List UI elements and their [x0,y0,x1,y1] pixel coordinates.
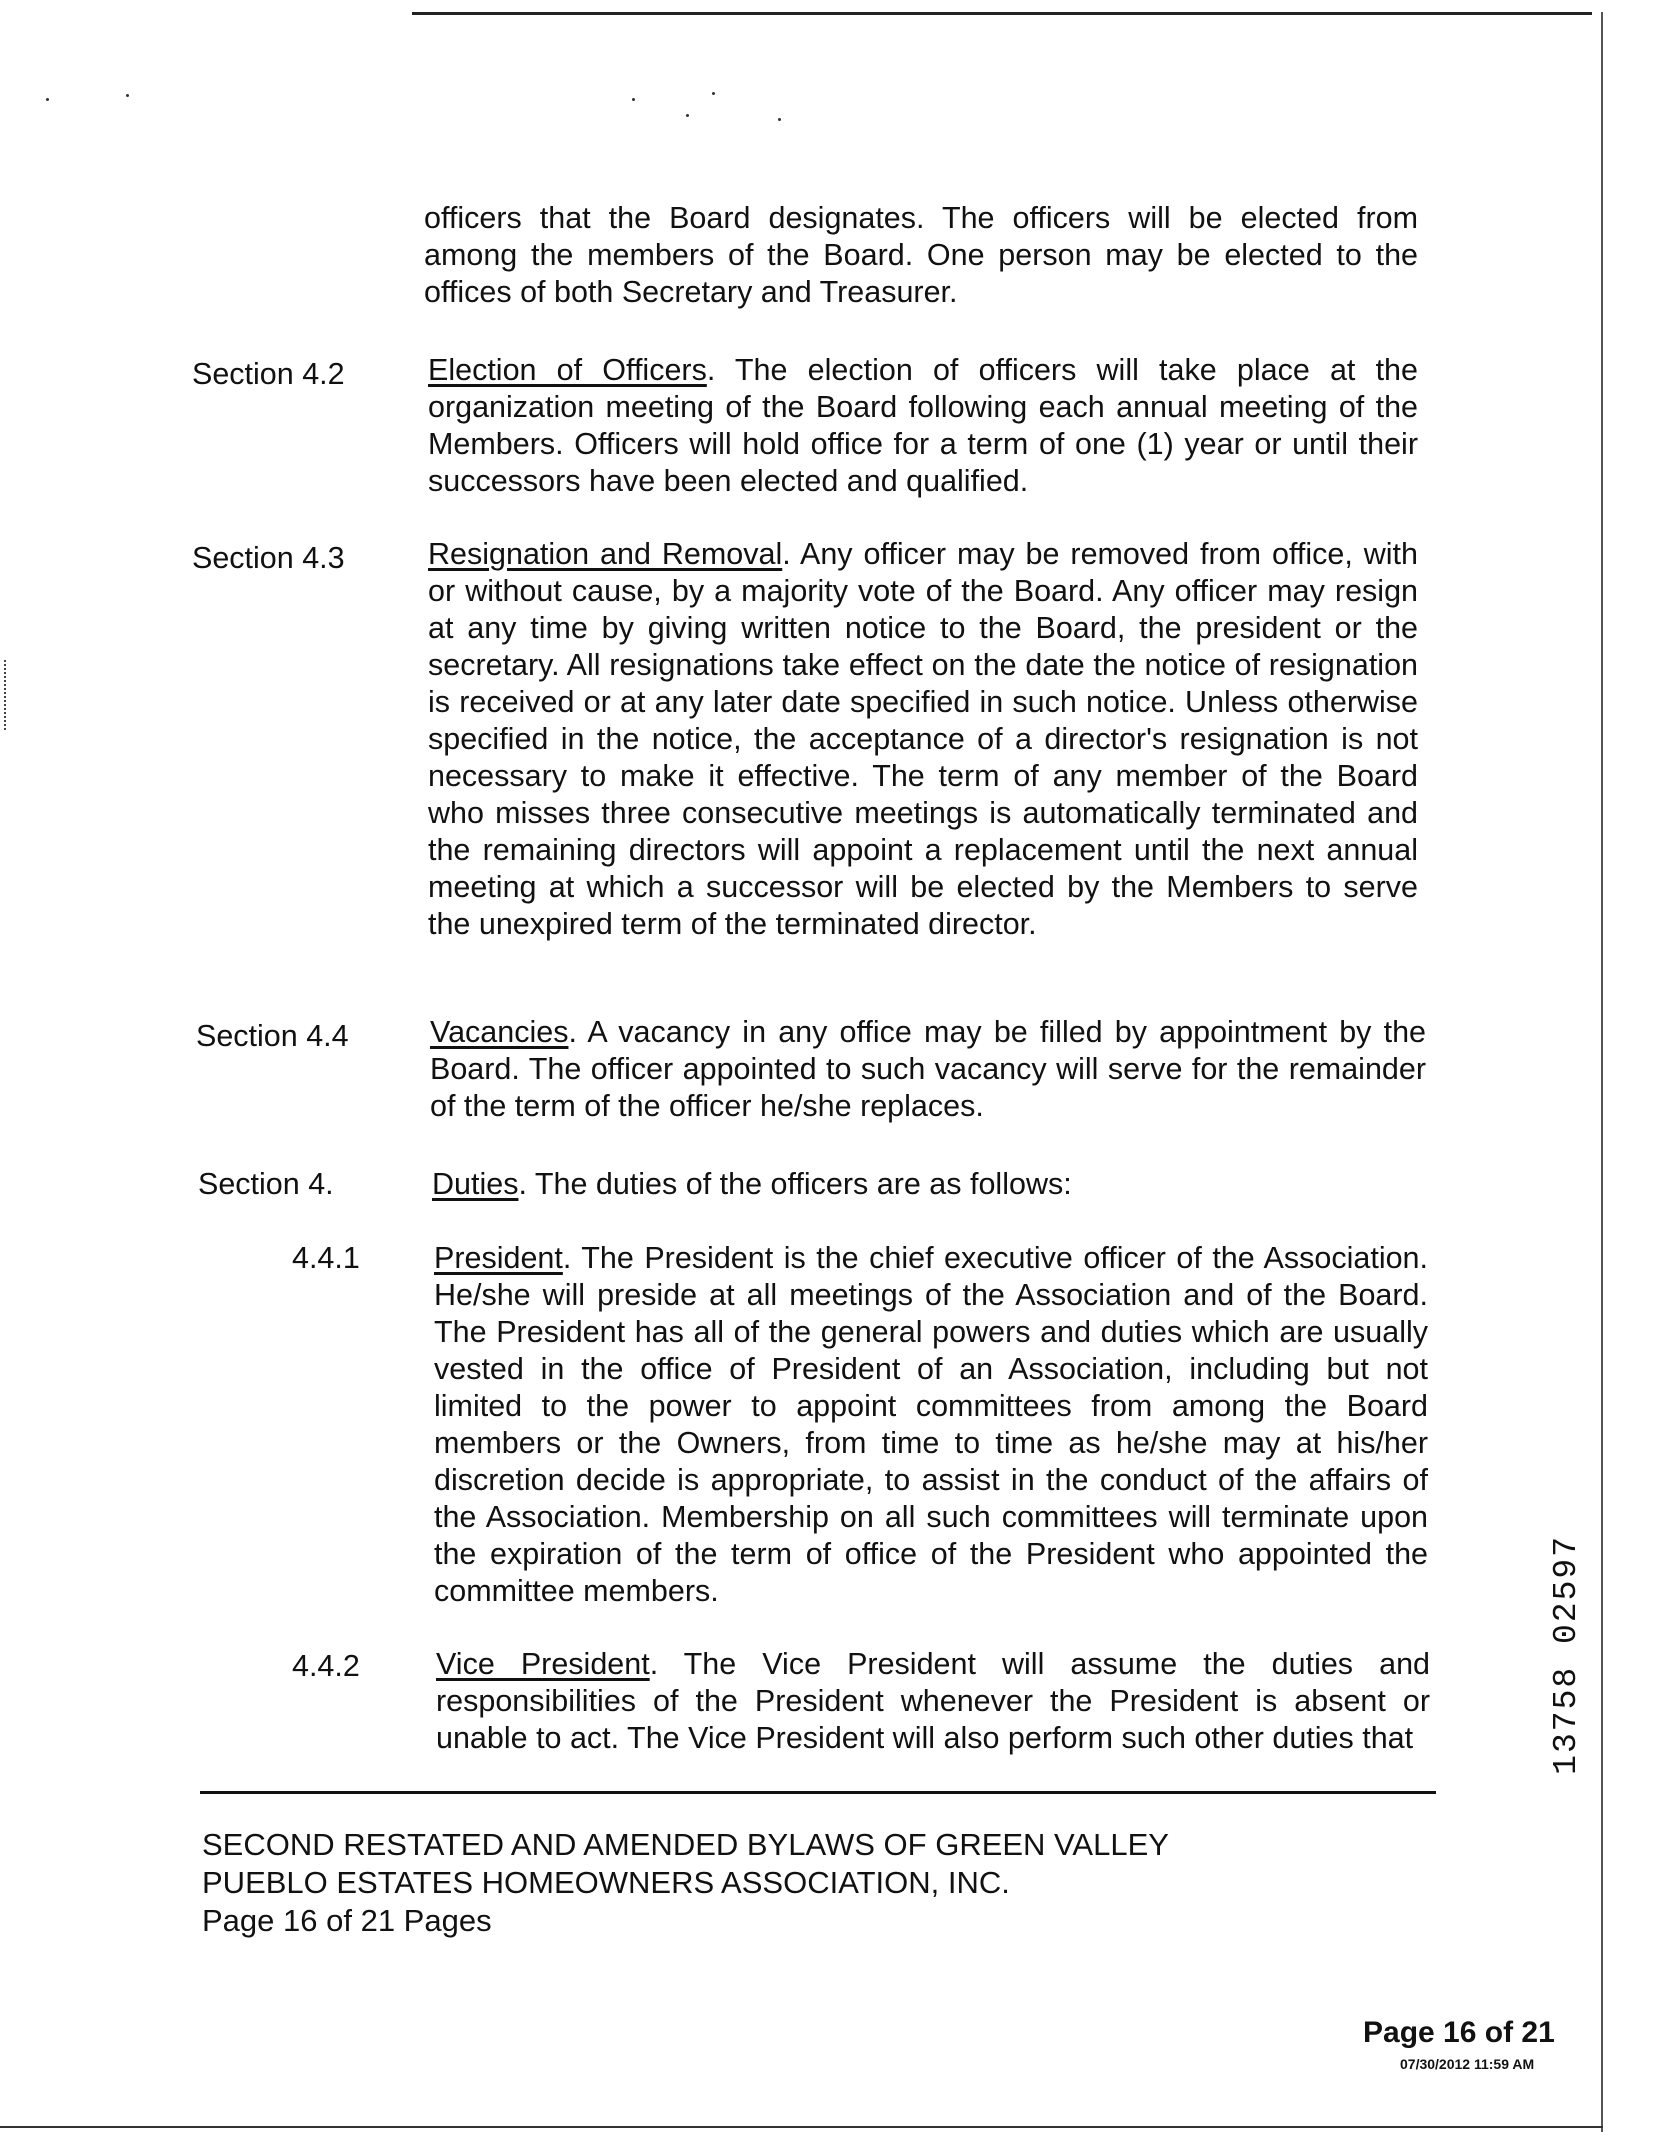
scan-speck [712,92,715,95]
intro-paragraph: officers that the Board designates. The officers will be elected from among the members of the Board. One person may be elected to the offices of both Secretary and Treasurer. [424,201,1418,309]
section-4-duties-label: Section 4. [198,1167,334,1201]
scan-border-bottom [0,2126,1603,2128]
footer-title-line-2: PUEBLO ESTATES HOMEOWNERS ASSOCIATION, INC. [202,1865,1010,1900]
footer-page-count: Page 16 of 21 Pages [202,1903,492,1938]
scan-speck [686,114,689,117]
section-4-2-text [428,352,1418,500]
section-4-3-text [428,536,1418,943]
duties-body: . The duties of the officers are as follows: [518,1167,1072,1201]
footer-divider [200,1791,1436,1794]
section-4-2-body: . The election of officers will take place at the organization meeting of the Board following each annual meeting of the Members. Officers will hold office for a term of one (1) year or until their successors have been elected and qualified. [428,353,1418,498]
section-4-3-heading: Resignation and Removal [428,537,783,571]
president-body: . The President is the chief executive officer of the Association. He/she will preside at all meetings of the Association and of the Board. The President has all of the general powers and duties which are usually vested in the office of President of an Association, including but not limited to the power to appoint committees from among the Board members or the Owners, from time to time as he/she may at his/her discretion decide is appropriate, to assist in the conduct of the affairs of the Association. Membership on all such committees will terminate upon the expiration of the term of office of the President who appointed the committee members. [434,1241,1428,1608]
section-4-4-heading: Vacancies [430,1015,569,1049]
vice-president-heading: Vice President [436,1647,650,1681]
scan-speck [46,98,49,101]
section-4-4-label: Section 4.4 [196,1019,349,1053]
scan-speck [126,94,129,97]
section-4-2-label: Section 4.2 [192,357,345,391]
scan-border-right [1601,12,1603,2132]
vice-president-body: . The Vice President will assume the duties and responsibilities of the President whenever the President is absent or unable to act. The Vice President will also perform such other duties that [436,1647,1430,1755]
section-4-3-body: . Any officer may be removed from office, with or without cause, by a majority vote of the Board. Any officer may resign at any time by giving written notice to the Board, the president or the secretary. All resignations take effect on the date the notice of resignation is received or at any later date specified in such notice. Unless otherwise specified in the notice, the acceptance of a director's resignation is not necessary to make it effective. The term of any member of the Board who misses three consecutive meetings is automatically terminated and the remaining directors will appoint a replacement until the next annual meeting at which a successor will be elected by the Members to serve the unexpired term of the terminated director. [428,537,1418,941]
subsection-4-4-1-label: 4.4.1 [292,1241,360,1275]
section-4-4-text [430,1014,1426,1125]
recorder-timestamp: 07/30/2012 11:59 AM [1400,2056,1535,2072]
subsection-4-4-2-text [436,1646,1430,1757]
scan-speck [778,118,781,121]
section-4-3-label: Section 4.3 [192,541,345,575]
president-heading: President [434,1241,563,1275]
recording-number: 13758 02597 [1548,1535,1585,1775]
subsection-4-4-1-text [434,1240,1428,1610]
section-4-4-body: . A vacancy in any office may be filled by appointment by the Board. The officer appointed to such vacancy will serve for the remainder of the term of the officer he/she replaces. [430,1015,1426,1123]
recorder-page-stamp: Page 16 of 21 [1363,2016,1555,2049]
subsection-4-4-2-label: 4.4.2 [292,1649,360,1683]
scan-edge-mark [4,660,6,730]
footer-title-line-1: SECOND RESTATED AND AMENDED BYLAWS OF GREEN VALLEY [202,1827,1169,1862]
scan-border-top [412,12,1592,15]
document-footer [202,1826,1169,1940]
section-4-duties-text [432,1166,1428,1203]
section-4-2-heading: Election of Officers [428,353,707,387]
scan-speck [632,98,635,101]
duties-heading: Duties [432,1167,519,1201]
